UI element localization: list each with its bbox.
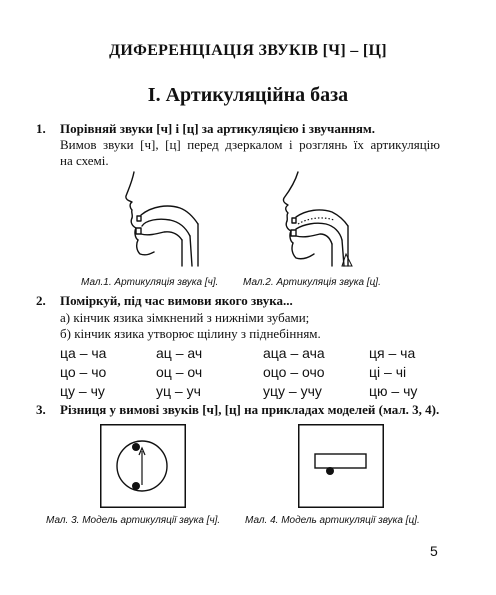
syllable-pair: аца – ача <box>263 345 325 361</box>
syllable-pair: ця – ча <box>369 345 416 361</box>
syllable-pair: уц – уч <box>156 383 201 399</box>
syllable-pair: ца – ча <box>60 345 107 361</box>
task2-number: 2. <box>36 293 46 308</box>
syllable-pair: цу – чу <box>60 383 105 399</box>
task3-heading: Різниця у вимові звуків [ч], [ц] на прикладах моделей (мал. 3, 4). <box>60 402 440 417</box>
syllable-pair: оцо – очо <box>263 364 325 380</box>
syllable-row <box>60 364 460 383</box>
page-title: ДИФЕРЕНЦІАЦІЯ ЗВУКІВ [Ч] – [Ц] <box>109 42 387 59</box>
syllable-row <box>60 345 460 364</box>
task1-heading: Порівняй звуки [ч] і [ц] за артикуляцією і звучанням. <box>60 121 376 136</box>
page-number: 5 <box>430 543 438 559</box>
task3-number: 3. <box>36 402 46 417</box>
syllable-pair: уцу – учу <box>263 383 322 399</box>
syllable-pair: ац – ач <box>156 345 203 361</box>
articulation-diagram-ch <box>120 168 215 268</box>
syllable-row <box>60 383 460 402</box>
section-title: І. Артикуляційна база <box>147 84 349 106</box>
task2-heading: Поміркуй, під час вимови якого звука... <box>60 293 293 308</box>
articulation-diagram-ts <box>268 168 363 268</box>
articulation-model-ch <box>100 424 186 508</box>
syllable-pair: цо – чо <box>60 364 107 380</box>
syllable-pair: цю – чу <box>369 383 418 399</box>
caption-figure-2: Мал.2. Артикуляція звука [ц]. <box>243 277 381 288</box>
caption-figure-3: Мал. 3. Модель артикуляції звука [ч]. <box>46 515 221 526</box>
task1-text-line2: на схемі. <box>60 153 109 168</box>
syllable-pair: оц – оч <box>156 364 203 380</box>
task1-text-line1: Вимов звуки [ч], [ц] перед дзеркалом і розглянь їх артикуляцію <box>60 137 440 152</box>
syllable-pair: ці – чі <box>369 364 407 380</box>
articulation-model-ts <box>298 424 384 508</box>
task2-option-b: б) кінчик язика утворює щілину з піднебінням. <box>60 326 321 341</box>
task1-number: 1. <box>36 121 46 136</box>
syllable-pairs <box>60 345 460 402</box>
caption-figure-4: Мал. 4. Модель артикуляції звука [ц]. <box>245 515 420 526</box>
task2-option-a: а) кінчик язика зімкнений з нижніми зубами; <box>60 310 310 325</box>
caption-figure-1: Мал.1. Артикуляція звука [ч]. <box>81 277 219 288</box>
